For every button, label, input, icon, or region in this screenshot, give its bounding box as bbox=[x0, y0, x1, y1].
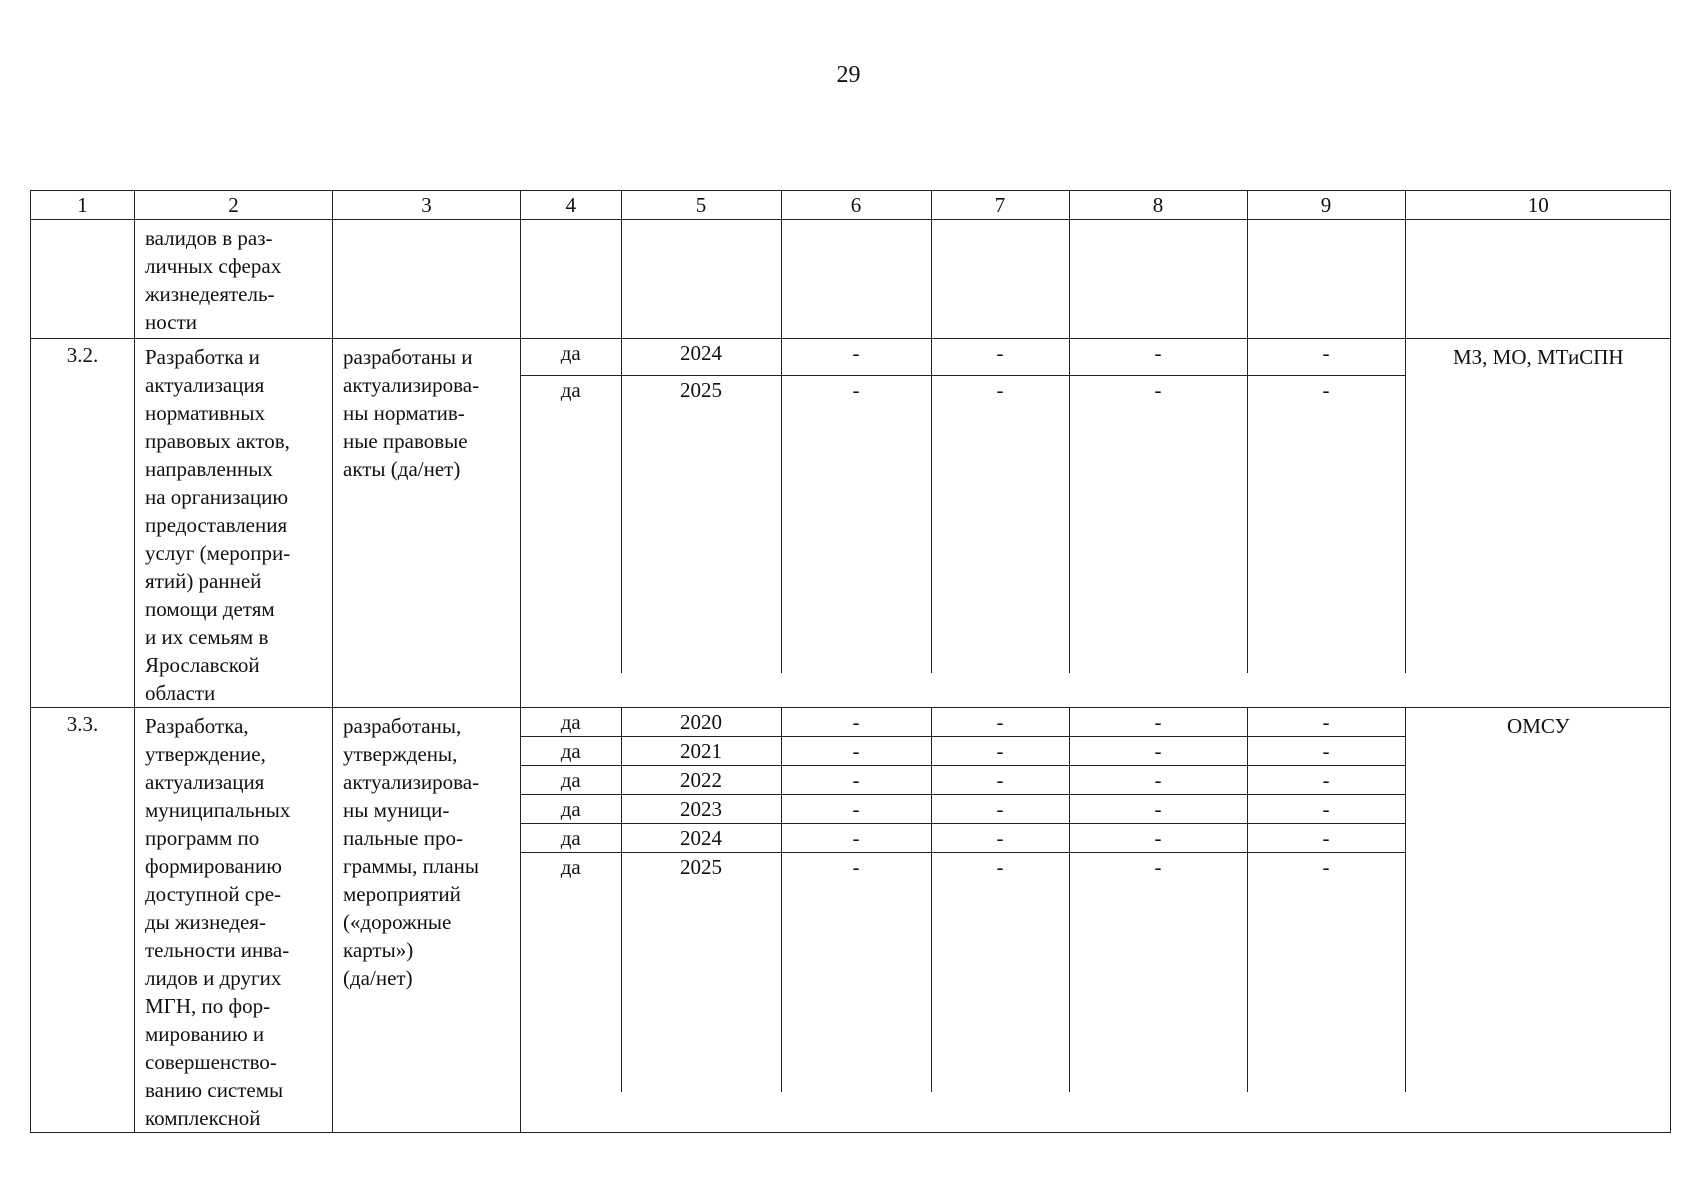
header-cell: 9 bbox=[1247, 191, 1405, 219]
value-col-9: - bbox=[1247, 708, 1405, 737]
year-row bbox=[521, 339, 1671, 376]
value-col-8: - bbox=[1069, 339, 1247, 376]
measure-name-line: лидов и других bbox=[145, 966, 282, 990]
header-cell: 6 bbox=[781, 191, 931, 219]
values-subtable bbox=[521, 220, 1671, 338]
year: 2025 bbox=[621, 376, 781, 674]
header-cell: 10 bbox=[1527, 193, 1549, 217]
value-col-6: - bbox=[781, 853, 931, 1093]
measure-name-line: ванию системы bbox=[145, 1078, 284, 1102]
measure-name bbox=[135, 339, 333, 708]
value-col-6: - bbox=[781, 766, 931, 795]
measure-name-line: формированию bbox=[145, 854, 282, 878]
header-cell: 8 bbox=[1069, 191, 1247, 219]
measure-name-line: ятий) ранней bbox=[145, 569, 262, 593]
table-row bbox=[31, 339, 1671, 708]
value-col-8 bbox=[1069, 220, 1247, 338]
value-col-6: - bbox=[781, 708, 931, 737]
measure-name-line: программ по bbox=[145, 826, 260, 850]
indicator-line: карты») bbox=[343, 938, 414, 962]
indicator-line: (да/нет) bbox=[343, 966, 413, 990]
value-col-8: - bbox=[1069, 824, 1247, 853]
responsible: ОМСУ bbox=[1507, 714, 1570, 738]
measure-name-line: валидов в раз- bbox=[145, 226, 273, 250]
measure-name-line: МГН, по фор- bbox=[145, 994, 271, 1018]
indicator-line: ные правовые bbox=[343, 429, 468, 453]
measure-name-line: мированию и bbox=[145, 1022, 265, 1046]
year-row bbox=[521, 708, 1671, 737]
value-col-6 bbox=[781, 220, 931, 338]
measure-name-line: утверждение, bbox=[145, 742, 266, 766]
header-cell: 1 bbox=[31, 191, 135, 220]
value-col-7: - bbox=[931, 376, 1069, 674]
value-col-9: - bbox=[1247, 824, 1405, 853]
value-col-7: - bbox=[931, 708, 1069, 737]
value-col-7: - bbox=[931, 737, 1069, 766]
header-subtable bbox=[521, 191, 1671, 219]
value-yes-no: да bbox=[521, 708, 621, 737]
year bbox=[621, 220, 781, 338]
measure-name-line: на организацию bbox=[145, 485, 289, 509]
value-col-6: - bbox=[781, 795, 931, 824]
measure-name-line: и их семьям в bbox=[145, 625, 269, 649]
value-yes-no bbox=[521, 220, 621, 338]
indicator-line: разработаны, bbox=[343, 714, 462, 738]
indicator-line: мероприятий bbox=[343, 882, 461, 906]
measure-name-line: направленных bbox=[145, 457, 273, 481]
year: 2021 bbox=[621, 737, 781, 766]
value-yes-no: да bbox=[521, 853, 621, 1093]
indicator-line: граммы, планы bbox=[343, 854, 480, 878]
row-number bbox=[31, 220, 135, 339]
row-number: 3.3. bbox=[31, 708, 135, 1133]
value-yes-no: да bbox=[521, 339, 621, 376]
measure-name-line: личных сферах bbox=[145, 254, 282, 278]
indicator-line: утверждены, bbox=[343, 742, 458, 766]
measure-name-line: доступной сре- bbox=[145, 882, 282, 906]
value-yes-no: да bbox=[521, 766, 621, 795]
measure-name-line: нормативных bbox=[145, 401, 266, 425]
table-header-row bbox=[31, 191, 1671, 220]
measure-name-line: комплексной bbox=[145, 1106, 261, 1130]
header-cell: 7 bbox=[931, 191, 1069, 219]
year-row bbox=[521, 220, 1671, 338]
row-number: 3.2. bbox=[31, 339, 135, 708]
indicator bbox=[333, 339, 521, 708]
measure-name-line: Разработка, bbox=[145, 714, 249, 738]
header-cell: 5 bbox=[621, 191, 781, 219]
measure-name-line: жизнедеятель- bbox=[145, 282, 275, 306]
value-yes-no: да bbox=[521, 376, 621, 674]
measure-name-line: услуг (меропри- bbox=[145, 541, 291, 565]
value-col-9: - bbox=[1247, 339, 1405, 376]
measure-name-line: правовых актов, bbox=[145, 429, 290, 453]
value-col-7: - bbox=[931, 795, 1069, 824]
responsible bbox=[1405, 220, 1671, 338]
value-yes-no: да bbox=[521, 737, 621, 766]
value-col-8: - bbox=[1069, 708, 1247, 737]
measure-name-line: ды жизнедея- bbox=[145, 910, 267, 934]
value-col-7 bbox=[931, 220, 1069, 338]
year: 2025 bbox=[621, 853, 781, 1093]
value-col-8: - bbox=[1069, 795, 1247, 824]
measure-name-line: актуализация bbox=[145, 373, 265, 397]
value-col-8: - bbox=[1069, 766, 1247, 795]
responsible: МЗ, МО, МТиСПН bbox=[1452, 345, 1624, 369]
measure-name-line: актуализация bbox=[145, 770, 265, 794]
year: 2024 bbox=[621, 339, 781, 376]
value-col-8: - bbox=[1069, 376, 1247, 674]
values-subtable bbox=[521, 339, 1671, 673]
value-col-7: - bbox=[931, 824, 1069, 853]
measure-name-line: тельности инва- bbox=[145, 938, 290, 962]
indicator-line: разработаны и bbox=[343, 345, 473, 369]
value-col-8: - bbox=[1069, 737, 1247, 766]
indicator-line: акты (да/нет) bbox=[343, 457, 461, 481]
value-col-6: - bbox=[781, 824, 931, 853]
indicator-line: ны муници- bbox=[343, 798, 450, 822]
value-yes-no: да bbox=[521, 795, 621, 824]
measure-name-line: помощи детям bbox=[145, 597, 275, 621]
value-col-9: - bbox=[1247, 853, 1405, 1093]
year: 2022 bbox=[621, 766, 781, 795]
page-number: 29 bbox=[836, 62, 861, 88]
header-cell: 2 bbox=[135, 191, 333, 220]
measure-name-line: совершенство- bbox=[145, 1050, 277, 1074]
measures-table bbox=[30, 190, 1671, 1133]
value-col-9 bbox=[1247, 220, 1405, 338]
measure-name-line: ности bbox=[145, 310, 197, 334]
value-col-6: - bbox=[781, 376, 931, 674]
header-cell: 3 bbox=[333, 191, 521, 220]
indicator-line: ны норматив- bbox=[343, 401, 465, 425]
value-col-6: - bbox=[781, 339, 931, 376]
year: 2023 bbox=[621, 795, 781, 824]
measure-name-line: муниципальных bbox=[145, 798, 291, 822]
table-row bbox=[31, 220, 1671, 339]
table-row bbox=[31, 708, 1671, 1133]
value-col-9: - bbox=[1247, 376, 1405, 674]
value-col-9: - bbox=[1247, 766, 1405, 795]
indicator-line: («дорожные bbox=[343, 910, 452, 934]
indicator bbox=[333, 708, 521, 1133]
value-col-7: - bbox=[931, 853, 1069, 1093]
measure-name bbox=[135, 708, 333, 1133]
indicator-line: пальные про- bbox=[343, 826, 463, 850]
value-col-6: - bbox=[781, 737, 931, 766]
values-subtable bbox=[521, 708, 1671, 1092]
measure-name-line: Разработка и bbox=[145, 345, 260, 369]
value-col-9: - bbox=[1247, 795, 1405, 824]
value-yes-no: да bbox=[521, 824, 621, 853]
value-col-7: - bbox=[931, 339, 1069, 376]
year: 2020 bbox=[621, 708, 781, 737]
indicator-line: актуализирова- bbox=[343, 770, 480, 794]
year: 2024 bbox=[621, 824, 781, 853]
indicator-line: актуализирова- bbox=[343, 373, 480, 397]
measure-name-line: Ярославской bbox=[145, 653, 260, 677]
value-col-8: - bbox=[1069, 853, 1247, 1093]
measure-name bbox=[135, 220, 333, 339]
value-col-9: - bbox=[1247, 737, 1405, 766]
indicator bbox=[333, 220, 521, 339]
measure-name-line: области bbox=[145, 681, 216, 705]
measure-name-line: предоставления bbox=[145, 513, 288, 537]
value-col-7: - bbox=[931, 766, 1069, 795]
header-cell: 4 bbox=[521, 191, 621, 219]
